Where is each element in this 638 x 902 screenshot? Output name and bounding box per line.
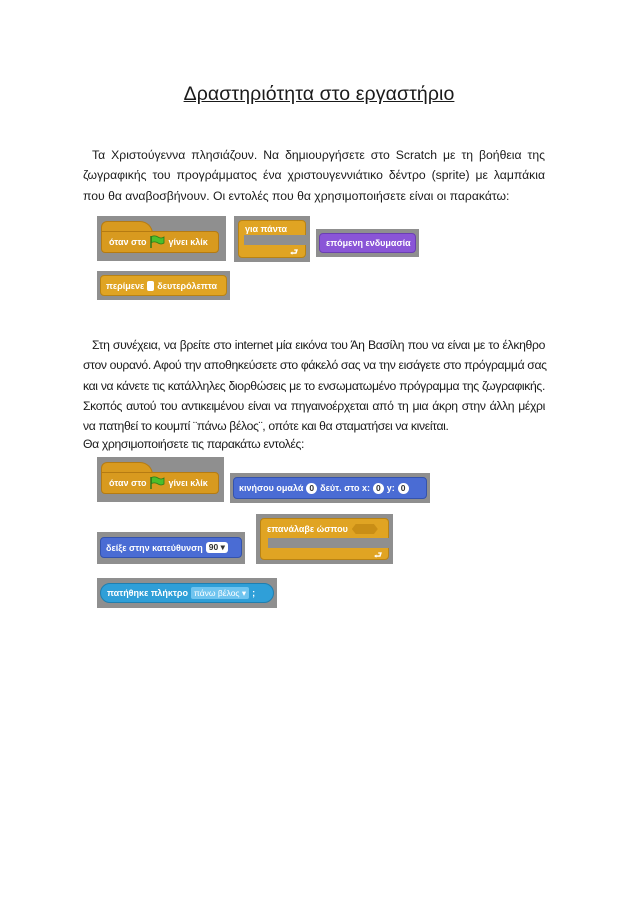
block-label: περίμενε <box>106 280 145 291</box>
next-costume-block-image <box>316 229 419 257</box>
intro-line: Τα Χριστούγεννα πλησιάζουν. Να δημιουργήσετε στο Scratch με τη βοήθεια της <box>92 148 545 162</box>
task-line: Στη συνέχεια, να βρείτε στο internet μία εικόνα του Άη Βασίλη που να είναι με το έλκηθρο <box>92 338 545 352</box>
block-label: κινήσου ομαλά <box>239 483 304 493</box>
task-line: και να κάνετε τις κατάλληλες διορθώσεις με το ενσωματωμένο πρόγραμμα της ζωγραφικής. <box>83 378 545 393</box>
glide-y-slot: 0 <box>398 483 409 494</box>
intro-line: ζωγραφικής του προγράμματος ένα χριστουγεννιάτικο δέντρο (sprite) με λαμπάκια <box>83 168 545 183</box>
loop-arrow-icon: ⮐ <box>290 247 299 257</box>
intro-line: που θα αναβοσβήνουν. Οι εντολές που θα χρησιμοποιήσετε είναι οι παρακάτω: <box>83 188 510 203</box>
task-paragraph <box>83 335 545 436</box>
green-flag-icon <box>149 476 165 490</box>
block-label: επόμενη ενδυμασία <box>326 238 411 248</box>
loop-arrow-icon: ⮐ <box>374 550 383 560</box>
block-label: όταν στο <box>109 237 147 247</box>
task-line: να πατηθεί το κουμπί ¨πάνω βέλος¨, οπότε και θα σταματήσει να κινείται. <box>83 419 449 434</box>
glide-seconds-slot: 0 <box>306 483 317 494</box>
block-label: δείξε στην κατεύθυνση <box>106 542 203 553</box>
block-label: y: <box>386 483 395 493</box>
commands-intro <box>83 434 545 454</box>
block-label: όταν στο <box>109 478 147 488</box>
block-label: ; <box>252 588 256 598</box>
direction-value: 90 <box>208 542 219 552</box>
when-flag-clicked-block-image-2 <box>97 457 224 502</box>
key-pressed-block-image <box>97 578 277 608</box>
wait-seconds-block-image <box>97 271 230 300</box>
forever-block-image <box>234 216 310 262</box>
block-label: για πάντα <box>245 224 288 234</box>
block-label: πατήθηκε πλήκτρο <box>107 588 188 598</box>
block-label: δευτερόλεπτα <box>157 280 218 291</box>
when-flag-clicked-block-image <box>97 216 226 261</box>
block-label: γίνει κλίκ <box>168 237 208 247</box>
task-line: Σκοπός αυτού του αντικειμένου είναι να πηγαινοέρχεται από τη μια άκρη στην άλλη μέχρι <box>83 398 545 413</box>
green-flag-icon <box>149 235 165 249</box>
glide-block-image <box>230 473 430 503</box>
intro-paragraph <box>83 145 545 206</box>
seconds-slot <box>147 281 154 291</box>
condition-slot <box>352 524 378 534</box>
key-value: πάνω βέλος <box>194 588 240 598</box>
commands-intro-line: Θα χρησιμοποιήσετε τις παρακάτω εντολές: <box>83 437 305 451</box>
block-label: δεύτ. στο x: <box>320 483 371 493</box>
block-label: γίνει κλίκ <box>168 478 208 488</box>
glide-x-slot: 0 <box>373 483 384 494</box>
repeat-until-block-image <box>256 514 393 564</box>
task-line: στον ουρανό. Αφού την αποθηκεύσετε στο φάκελό σας να την εισάγετε στο πρόγραμμά σας <box>83 358 547 373</box>
page-title: Δραστηριότητα στο εργαστήριο <box>183 83 455 105</box>
block-label: επανάλαβε ώσπου <box>267 524 348 534</box>
point-direction-block-image <box>97 532 245 564</box>
direction-dropdown: 90 ▾ <box>206 542 228 553</box>
key-dropdown: πάνω βέλος ▾ <box>191 587 249 599</box>
